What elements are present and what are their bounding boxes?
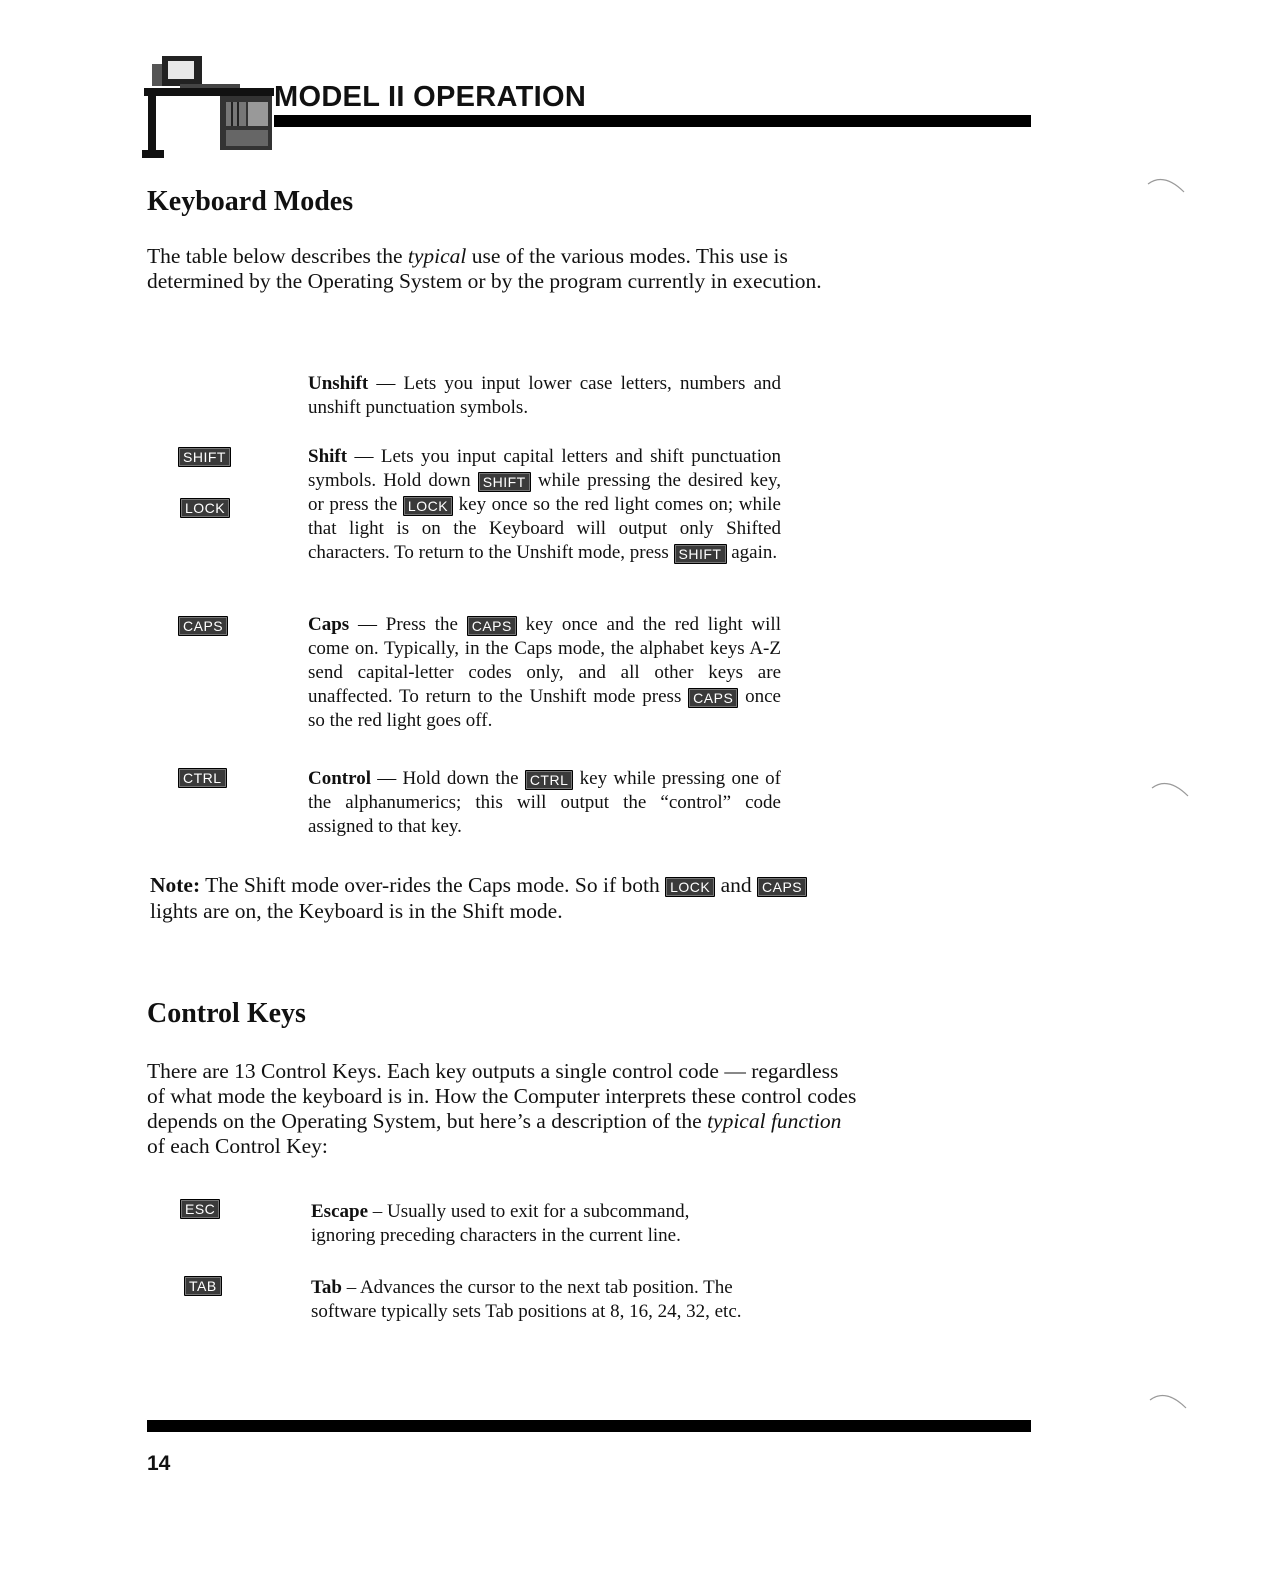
caps-key-icon: CAPS xyxy=(467,616,517,636)
lock-key-icon: LOCK xyxy=(403,496,453,516)
binding-hole-mark xyxy=(1148,1388,1188,1418)
lock-key-icon: LOCK xyxy=(180,498,230,518)
page-number: 14 xyxy=(147,1452,171,1475)
ctrl-key-icon: CTRL xyxy=(525,770,574,790)
tab-description: Tab – Advances the cursor to the next tab position. The software typically sets Tab positions at 8, 16, 24, 32, etc. xyxy=(311,1277,742,1322)
header-title: MODEL II OPERATION xyxy=(274,81,587,113)
control-description: Control — Hold down the CTRL key while pressing one of the alphanumerics; this will output the “control” code assigned to that key. xyxy=(308,768,781,837)
computer-desk-logo-icon xyxy=(140,50,275,168)
control-keys-intro: There are 13 Control Keys. Each key outputs a single control code — regardless of what mode the keyboard is in. How the Computer interprets these control codes depends on the Operating System, but here’s a description of the typical function of each Control Key: xyxy=(147,1059,857,1158)
caps-key-icon: CAPS xyxy=(757,877,807,897)
escape-description: Escape – Usually used to exit for a subcommand, ignoring preceding characters in the current line. xyxy=(311,1201,690,1246)
header-rule xyxy=(274,115,1031,127)
caps-key-icon: CAPS xyxy=(178,616,228,636)
tab-key-icon: TAB xyxy=(184,1276,222,1296)
unshift-description: Unshift — Lets you input lower case letters, numbers and unshift punctuation symbols. xyxy=(308,373,781,418)
binding-hole-mark xyxy=(1150,776,1190,806)
caps-key-icon: CAPS xyxy=(688,688,738,708)
ctrl-key-icon: CTRL xyxy=(178,768,227,788)
keyboard-modes-heading: Keyboard Modes xyxy=(147,186,354,217)
keyboard-modes-intro: The table below describes the typical use of the various modes. This use is determined by the Operating System or by the program currently in execution. xyxy=(147,244,822,293)
shift-description: Shift — Lets you input capital letters and shift punctuation symbols. Hold down SHIFT while pressing the desired key, or press the LOCK key once so the red light comes on; while that light is on the Keyboard will output only Shifted characters. To return to the Unshift mode, press SHIFT again. xyxy=(308,446,781,563)
caps-description: Caps — Press the CAPS key once and the red light will come on. Typically, in the Caps mode, the alphabet keys A-Z send capital-letter codes only, and all other keys are unaffected. To return to the Unshift mode press CAPS once so the red light goes off. xyxy=(308,614,781,731)
shift-key-icon: SHIFT xyxy=(178,447,231,467)
shift-key-icon: SHIFT xyxy=(478,472,531,492)
control-keys-heading: Control Keys xyxy=(147,998,306,1029)
note-paragraph: Note: The Shift mode over-rides the Caps mode. So if both LOCK and CAPS lights are on, the Keyboard is in the Shift mode. xyxy=(150,872,820,924)
footer-rule xyxy=(147,1420,1031,1432)
esc-key-icon: ESC xyxy=(180,1199,220,1219)
binding-hole-mark xyxy=(1146,172,1186,202)
shift-key-icon: SHIFT xyxy=(674,544,727,564)
lock-key-icon: LOCK xyxy=(665,877,715,897)
